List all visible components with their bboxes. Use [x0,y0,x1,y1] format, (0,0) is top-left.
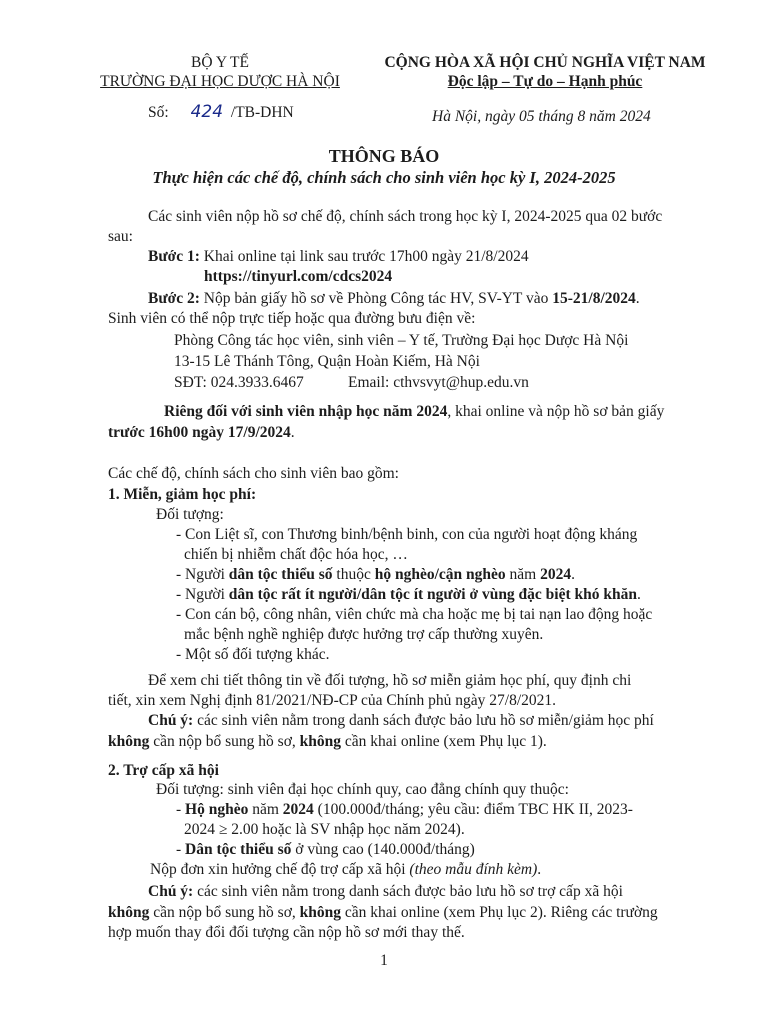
office-name: Phòng Công tác học viên, sinh viên – Y tế, Trường Đại học Dược Hà Nội [174,332,629,349]
intro-line-2: sau: [108,228,133,245]
section-1-note-a: Chú ý: các sinh viên nằm trong danh sách được bảo lưu hồ sơ miễn/giảm học phí [148,712,654,729]
section-2-item-2: - Dân tộc thiểu số ở vùng cao (140.000đ/tháng) [176,841,475,858]
section-1-note-b: không cần nộp bổ sung hồ sơ, không cần khai online (xem Phụ lục 1). [108,733,547,750]
issue-date: Hà Nội, ngày 05 tháng 8 năm 2024 [432,108,651,125]
section-2-note-c: hợp muốn thay đổi đối tượng cần nộp hồ sơ mới thay thế. [108,924,465,941]
page-number: 1 [380,952,388,969]
section-1-heading: 1. Miễn, giảm học phí: [108,486,257,503]
ministry-name: BỘ Y TẾ [191,54,249,71]
section-1-item-1a: - Con Liệt sĩ, con Thương binh/bệnh binh, con của người hoạt động kháng [176,526,638,543]
section-2-note-a: Chú ý: các sinh viên nằm trong danh sách được bảo lưu hồ sơ trợ cấp xã hội [148,883,623,900]
university-name: TRƯỜNG ĐẠI HỌC DƯỢC HÀ NỘI [100,72,340,90]
special-note-line-1: Riêng đối với sinh viên nhập học năm 2024, khai online và nộp hồ sơ bản giấy [164,403,665,420]
office-phone: SĐT: 024.3933.6467 [174,374,304,391]
office-email: Email: cthvsvyt@hup.edu.vn [348,374,529,391]
issuer-block [100,54,340,92]
policies-intro: Các chế độ, chính sách cho sinh viên bao gồm: [108,465,399,482]
section-1-target: Đối tượng: [156,506,224,523]
section-1-item-4a: - Con cán bộ, công nhân, viên chức mà cha hoặc mẹ bị tai nạn lao động hoặc [176,606,653,623]
intro-line-1: Các sinh viên nộp hồ sơ chế độ, chính sách trong học kỳ I, 2024-2025 qua 02 bước [148,208,663,225]
section-2-note-b: không cần nộp bổ sung hồ sơ, không cần khai online (xem Phụ lục 2). Riêng các trường [108,904,658,921]
section-2-item-1b: 2024 ≥ 2.00 hoặc là SV nhập học năm 2024). [184,821,465,838]
section-1-item-4b: mắc bệnh nghề nghiệp được hưởng trợ cấp thường xuyên. [184,626,544,643]
step-1: Bước 1: Khai online tại link sau trước 17h00 ngày 21/8/2024 [148,248,529,265]
step-1-link[interactable]: https://tinyurl.com/cdcs2024 [204,268,393,285]
section-2-item-1a: - Hộ nghèo năm 2024 (100.000đ/tháng; yêu cầu: điểm TBC HK II, 2023- [176,801,633,818]
step-2: Bước 2: Nộp bản giấy hồ sơ về Phòng Công tác HV, SV-YT vào 15-21/8/2024. [148,290,640,307]
section-1-item-3: - Người dân tộc rất ít người/dân tộc ít người ở vùng đặc biệt khó khăn. [176,586,641,603]
national-motto-block [360,54,730,92]
section-1-item-2: - Người dân tộc thiểu số thuộc hộ nghèo/cận nghèo năm 2024. [176,566,575,583]
special-note-line-2: trước 16h00 ngày 17/9/2024. [108,424,295,441]
handwritten-number: 424 [190,102,224,122]
section-2-heading: 2. Trợ cấp xã hội [108,762,219,779]
section-1-detail-b: tiết, xin xem Nghị định 81/2021/NĐ-CP của Chính phủ ngày 27/8/2021. [108,692,557,709]
motto: Độc lập – Tự do – Hạnh phúc [447,72,643,90]
office-address: 13-15 Lê Thánh Tông, Quận Hoàn Kiếm, Hà Nội [174,353,480,370]
section-1-detail-a: Để xem chi tiết thông tin về đối tượng, hồ sơ miễn giảm học phí, quy định chi [148,672,632,689]
document-title: THÔNG BÁO [328,146,440,166]
section-1-item-1b: chiến bị nhiễm chất độc hóa học, … [184,546,408,563]
document-number: Số: 424 /TB-DHN [148,102,294,122]
submit-method: Sinh viên có thể nộp trực tiếp hoặc qua đường bưu điện về: [108,310,476,327]
section-1-item-5: - Một số đối tượng khác. [176,646,330,663]
section-2-target: Đối tượng: sinh viên đại học chính quy, cao đẳng chính quy thuộc: [156,781,569,798]
document-subtitle: Thực hiện các chế độ, chính sách cho sinh viên học kỳ I, 2024-2025 [152,168,616,187]
section-2-apply: Nộp đơn xin hưởng chế độ trợ cấp xã hội (theo mẫu đính kèm). [150,861,542,878]
country-name: CỘNG HÒA XÃ HỘI CHỦ NGHĨA VIỆT NAM [384,54,706,71]
